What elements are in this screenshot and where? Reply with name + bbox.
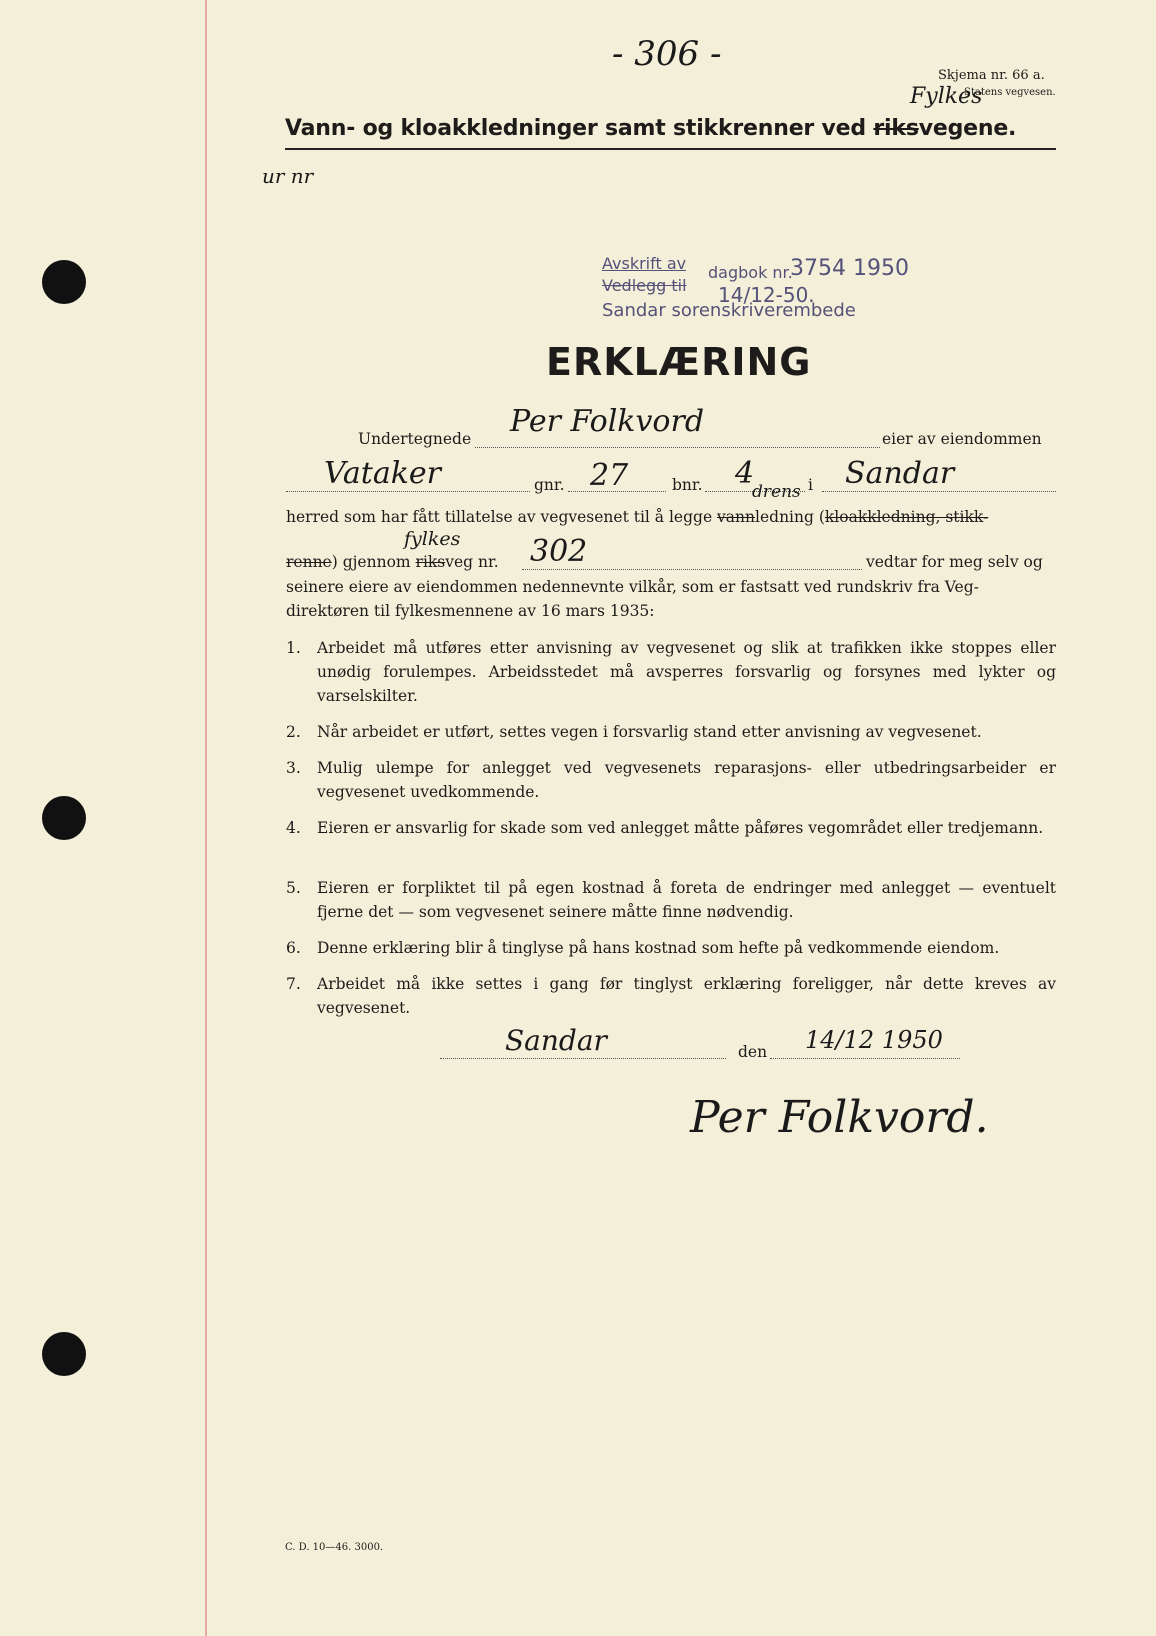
condition-text: Mulig ulempe for anlegget ved vegvesenets reparasjons- eller utbedringsarbeider er vegvesenet uvedkommende. bbox=[317, 759, 1056, 801]
bnr-value: 4 bbox=[735, 456, 755, 491]
place-value: Sandar bbox=[505, 1024, 607, 1057]
herred-text-a: herred som har fått tillatelse av vegvesenet til å legge bbox=[286, 508, 718, 526]
condition-number: 1. bbox=[286, 639, 301, 657]
header-insert: Fylkes bbox=[910, 84, 983, 109]
form-title bbox=[285, 116, 1016, 141]
gnr-value: 27 bbox=[590, 458, 629, 493]
form-id: Skjema nr. 66 a. bbox=[938, 68, 1045, 83]
condition-text: Når arbeidet er utført, settes vegen i forsvarlig stand etter anvisning av vegvesenet. bbox=[317, 723, 982, 741]
condition-number: 6. bbox=[286, 939, 301, 957]
body-line4: seinere eiere av eiendommen nedennevnte vilkår, som er fastsatt ved rundskriv fra Veg- bbox=[286, 578, 979, 596]
i-label: i bbox=[808, 476, 813, 494]
property-name: Vataker bbox=[324, 456, 442, 491]
form-org: Statens vegvesen. bbox=[964, 87, 1056, 98]
renne-struck: renne bbox=[286, 553, 332, 571]
margin-line bbox=[205, 0, 207, 1636]
stamp-dagbok-label: dagbok nr. bbox=[708, 263, 793, 282]
gjennom-line bbox=[286, 553, 499, 571]
herred-text-b: ledning ( bbox=[755, 508, 825, 526]
stamp-line2: Vedlegg til bbox=[602, 276, 687, 295]
veg-dots bbox=[522, 569, 862, 570]
stamp-line1: Avskrift av bbox=[602, 254, 687, 273]
gnr-label: gnr. bbox=[534, 476, 565, 494]
condition-number: 5. bbox=[286, 879, 301, 897]
date-sign: 14/12 1950 bbox=[805, 1026, 943, 1054]
herred-struck: vann bbox=[717, 508, 756, 526]
stamp-office: Sandar sorenskriverembede bbox=[602, 300, 856, 321]
punch-hole-top bbox=[42, 260, 86, 304]
eier-label: eier av eiendommen bbox=[882, 430, 1042, 448]
body-line5: direktøren til fylkesmennene av 16 mars 1935: bbox=[286, 602, 655, 620]
herred-line bbox=[286, 508, 988, 526]
vedtar-text: vedtar for meg selv og bbox=[866, 553, 1043, 571]
title-struck: riks bbox=[873, 116, 919, 141]
punch-hole-bottom bbox=[42, 1332, 86, 1376]
stamp-dagbok-value: 3754 1950 bbox=[790, 256, 909, 281]
margin-note: ur nr bbox=[262, 164, 314, 188]
insert-drens: drens bbox=[752, 482, 801, 502]
insert-fylkes: fylkes bbox=[404, 528, 461, 550]
signature: Per Folkvord. bbox=[690, 1092, 989, 1143]
kommune-value: Sandar bbox=[845, 456, 955, 491]
punch-hole-middle bbox=[42, 796, 86, 840]
condition-text: Denne erklæring blir å tinglyse på hans kostnad som hefte på vedkommende eiendom. bbox=[317, 939, 1000, 957]
condition-number: 4. bbox=[286, 819, 301, 837]
veg-label: veg nr. bbox=[445, 553, 499, 571]
condition-text: Eieren er ansvarlig for skade som ved anlegget måtte påføres vegområdet eller tredjemann. bbox=[317, 819, 1044, 837]
title-rule bbox=[285, 148, 1056, 150]
kommune-dots bbox=[822, 491, 1056, 492]
condition-number: 7. bbox=[286, 975, 301, 993]
document-heading: ERKLÆRING bbox=[546, 340, 812, 384]
undertegnede-label: Undertegnede bbox=[358, 430, 472, 448]
riks-struck: riks bbox=[415, 553, 446, 571]
condition-number: 3. bbox=[286, 759, 301, 777]
den-label: den bbox=[738, 1043, 768, 1061]
condition-text: Arbeidet må ikke settes i gang før tinglyst erklæring foreligger, når dette kreves av vegvesenet. bbox=[317, 975, 1056, 1017]
gjennom-text: ) gjennom bbox=[331, 553, 416, 571]
bnr-label: bnr. bbox=[672, 476, 703, 494]
date-dots bbox=[770, 1058, 960, 1059]
title-part2: vegene. bbox=[918, 116, 1017, 141]
undertegnede-dots bbox=[475, 447, 880, 448]
undertegnede-value: Per Folkvord bbox=[510, 404, 705, 439]
condition-number: 2. bbox=[286, 723, 301, 741]
place-dots bbox=[440, 1058, 726, 1059]
property-dots bbox=[286, 491, 530, 492]
page-number: - 306 - bbox=[612, 34, 722, 74]
herred-struck2: kloakkledning, stikk- bbox=[824, 508, 989, 526]
condition-text: Eieren er forpliktet til på egen kostnad å foreta de endringer med anlegget — eventuelt fjerne det — som vegvesenet seinere måtte finne nødvendig. bbox=[317, 879, 1056, 921]
veg-value: 302 bbox=[530, 534, 588, 569]
footer-code: C. D. 10—46. 3000. bbox=[285, 1542, 384, 1553]
condition-text: Arbeidet må utføres etter anvisning av vegvesenet og slik at trafikken ikke stoppes eller unødig forulempes. Arbeidsstedet må avsperres forsvarlig og forsynes med lykter og varselskilter. bbox=[317, 639, 1056, 705]
stamp-date-value: 14/12-50. bbox=[718, 283, 815, 307]
title-part1: Vann- og kloakkledninger samt stikkrenner ved bbox=[285, 116, 874, 141]
